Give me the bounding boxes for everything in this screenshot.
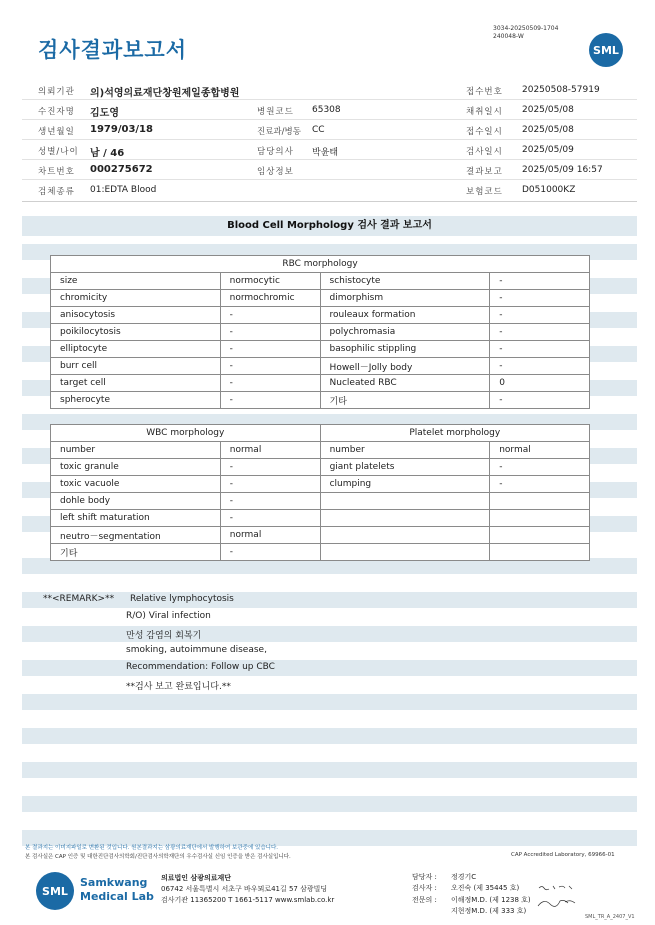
doctor-label: 담당의사 <box>257 147 294 157</box>
birth-label: 생년월일 <box>38 127 75 137</box>
owner-value: 정경기C <box>451 873 477 881</box>
tester-label: 검사자 : <box>412 884 437 892</box>
signature-mark <box>535 882 583 912</box>
rbc-item: basophilic stippling <box>320 341 490 358</box>
table-row <box>51 459 590 476</box>
footer-contact: 검사기관 11365200 T 1661-5117 www.smlab.co.kr <box>161 896 335 904</box>
rbc-item: polychromasia <box>320 324 490 341</box>
stripe <box>22 592 637 608</box>
rbc-item: rouleaux formation <box>320 307 490 324</box>
rbc-item: target cell <box>51 375 221 392</box>
footer-lab-name <box>80 876 154 904</box>
form-version: SML_TR_A_2407_V1 <box>585 914 635 920</box>
info-row-specimen <box>22 180 637 202</box>
reception-no-value: 20250508-57919 <box>522 85 600 95</box>
platelet-value <box>490 527 590 544</box>
rbc-value: - <box>220 392 320 409</box>
wbc-item: 기타 <box>51 544 221 561</box>
wbc-value: normal <box>220 442 320 459</box>
table-row <box>51 476 590 493</box>
wbc-platelet-morphology-table <box>50 424 590 561</box>
specialist-value-1: 이해정M.D. (제 1238 호) <box>451 896 531 904</box>
table-row <box>51 290 590 307</box>
result-report-label: 결과보고 <box>466 167 503 177</box>
platelet-item <box>320 510 490 527</box>
platelet-item <box>320 527 490 544</box>
footer-org: 의료법인 삼광의료재단 <box>161 874 232 882</box>
rbc-item: schistocyte <box>320 273 490 290</box>
specimen-value: 01:EDTA Blood <box>90 185 157 195</box>
stripe <box>22 762 637 778</box>
client-value: 의)석영의료재단창원제일종합병원 <box>90 88 240 99</box>
wbc-value: - <box>220 493 320 510</box>
rbc-value: normocytic <box>220 273 320 290</box>
collection-date-label: 채취일시 <box>466 107 503 117</box>
remark-line: R/O) Viral infection <box>126 611 211 621</box>
examinee-value: 김도영 <box>90 108 119 119</box>
cap-accreditation: CAP Accredited Laboratory, 69966-01 <box>511 852 615 858</box>
footer-note-accreditation: 본 검사실은 CAP 인증 및 대한진단검사의학회/진단검사의학재단의 우수검사실 신임 인증을 받은 검사실입니다. <box>25 854 291 860</box>
table-row <box>51 324 590 341</box>
rbc-value: - <box>490 290 590 307</box>
rbc-value: normochromic <box>220 290 320 307</box>
wbc-table-title: WBC morphology <box>51 425 321 442</box>
rbc-value: - <box>220 375 320 392</box>
remark-line: 만성 감염의 회복기 <box>126 631 202 641</box>
rbc-value: - <box>220 358 320 375</box>
rbc-value: - <box>490 341 590 358</box>
rbc-item: anisocytosis <box>51 307 221 324</box>
doctor-value: 박윤태 <box>312 148 339 158</box>
wbc-value: - <box>220 510 320 527</box>
wbc-item: toxic granule <box>51 459 221 476</box>
footer-address: 06742 서울특별시 서초구 바우뫼로41길 57 삼광빌딩 <box>161 885 328 893</box>
table-row <box>51 273 590 290</box>
wbc-header-row <box>51 425 590 442</box>
hospital-code-label: 병원코드 <box>257 107 294 117</box>
table-row <box>51 527 590 544</box>
platelet-item: clumping <box>320 476 490 493</box>
hospital-code-value: 65308 <box>312 105 341 115</box>
rbc-value: 0 <box>490 375 590 392</box>
rbc-item: Nucleated RBC <box>320 375 490 392</box>
remark-line: Recommendation: Follow up CBC <box>126 662 275 672</box>
remark-line: smoking, autoimmune disease, <box>126 645 267 655</box>
remark-line: Relative lymphocytosis <box>130 594 234 604</box>
table-row <box>51 307 590 324</box>
wbc-value: - <box>220 476 320 493</box>
tester-value: 오진숙 (제 35445 호) <box>451 884 520 892</box>
rbc-item: dimorphism <box>320 290 490 307</box>
info-row-birth <box>22 120 637 140</box>
wbc-item: neutro－segmentation <box>51 527 221 544</box>
dept-label: 진료과/병동 <box>257 127 301 137</box>
rbc-value: - <box>490 392 590 409</box>
rbc-item: Howell－Jolly body <box>320 358 490 375</box>
report-title: Blood Cell Morphology 검사 결과 보고서 <box>22 216 637 236</box>
rbc-item: size <box>51 273 221 290</box>
platelet-value <box>490 493 590 510</box>
platelet-value: - <box>490 476 590 493</box>
insurance-code-label: 보험코드 <box>466 187 503 197</box>
stripe <box>22 728 637 744</box>
lab-name-line-2: Medical Lab <box>80 890 154 903</box>
document-code-line-1: 3034-20250509-1704 <box>493 25 559 32</box>
rbc-value: - <box>490 324 590 341</box>
table-row <box>51 341 590 358</box>
document-code-line-2: 240048-W <box>493 33 524 40</box>
stripe <box>22 694 637 710</box>
platelet-item: giant platelets <box>320 459 490 476</box>
rbc-value: - <box>490 358 590 375</box>
rbc-value: - <box>490 307 590 324</box>
examinee-label: 수진자명 <box>38 107 75 117</box>
platelet-value <box>490 510 590 527</box>
platelet-value: normal <box>490 442 590 459</box>
rbc-item: 기타 <box>320 392 490 409</box>
table-row <box>51 358 590 375</box>
table-row <box>51 544 590 561</box>
test-date-label: 검사일시 <box>466 147 503 157</box>
reception-no-label: 접수번호 <box>466 87 503 97</box>
table-row <box>51 375 590 392</box>
lab-name-line-1: Samkwang <box>80 876 148 889</box>
specialist-label: 전문의 : <box>412 896 437 904</box>
info-row-chart-no <box>22 160 637 180</box>
chart-no-value: 000275672 <box>90 164 153 175</box>
rbc-value: - <box>220 324 320 341</box>
chart-no-label: 차트번호 <box>38 167 75 177</box>
stripe <box>22 796 637 812</box>
wbc-value: - <box>220 544 320 561</box>
test-date-value: 2025/05/09 <box>522 145 574 155</box>
rbc-value: - <box>220 307 320 324</box>
rbc-item: burr cell <box>51 358 221 375</box>
rbc-morphology-table <box>50 255 590 409</box>
platelet-table-title: Platelet morphology <box>320 425 589 442</box>
dept-value: CC <box>312 125 325 135</box>
rbc-value: - <box>220 341 320 358</box>
rbc-header-row <box>51 256 590 273</box>
document-code <box>493 25 558 41</box>
info-row-examinee <box>22 100 637 120</box>
wbc-item: left shift maturation <box>51 510 221 527</box>
table-row <box>51 392 590 409</box>
wbc-value: normal <box>220 527 320 544</box>
platelet-item: number <box>320 442 490 459</box>
wbc-value: - <box>220 459 320 476</box>
sex-age-label: 성별/나이 <box>38 147 79 157</box>
insurance-code-value: D051000KZ <box>522 185 576 195</box>
result-report-value: 2025/05/09 16:57 <box>522 165 603 175</box>
wbc-item: number <box>51 442 221 459</box>
document-title: 검사결과보고서 <box>38 38 188 62</box>
wbc-item: dohle body <box>51 493 221 510</box>
platelet-item <box>320 493 490 510</box>
sml-logo: SML <box>589 33 623 67</box>
reception-date-label: 접수일시 <box>466 127 503 137</box>
rbc-item: elliptocyte <box>51 341 221 358</box>
collection-date-value: 2025/05/08 <box>522 105 574 115</box>
platelet-value: - <box>490 459 590 476</box>
remark-line: **검사 보고 완료입니다.** <box>126 682 231 692</box>
specialist-value-2: 지현정M.D. (제 333 호) <box>451 907 527 915</box>
rbc-table-title: RBC morphology <box>51 256 590 273</box>
owner-label: 담당자 : <box>412 873 437 881</box>
client-label: 의뢰기관 <box>38 87 75 97</box>
table-row <box>51 493 590 510</box>
wbc-item: toxic vacuole <box>51 476 221 493</box>
clinical-info-label: 임상정보 <box>257 167 294 177</box>
stripe <box>22 660 637 676</box>
rbc-item: spherocyte <box>51 392 221 409</box>
rbc-item: chromicity <box>51 290 221 307</box>
info-row-client <box>22 80 637 100</box>
specimen-label: 검체종류 <box>38 187 75 197</box>
rbc-item: poikilocytosis <box>51 324 221 341</box>
info-row-sex-age <box>22 140 637 160</box>
sex-age-value: 남 / 46 <box>90 148 125 159</box>
footer-note-image: 본 결과지는 이미지파일로 변환된 것입니다. 원본결과지는 삼광의료재단에서 발행하여 보관중에 있습니다. <box>25 845 279 851</box>
platelet-item <box>320 544 490 561</box>
table-row <box>51 510 590 527</box>
remark-label: **<REMARK>** <box>43 594 115 604</box>
reception-date-value: 2025/05/08 <box>522 125 574 135</box>
platelet-value <box>490 544 590 561</box>
rbc-value: - <box>490 273 590 290</box>
footer-sml-logo: SML <box>36 872 74 910</box>
birth-value: 1979/03/18 <box>90 124 153 135</box>
stripe <box>22 626 637 642</box>
table-row <box>51 442 590 459</box>
